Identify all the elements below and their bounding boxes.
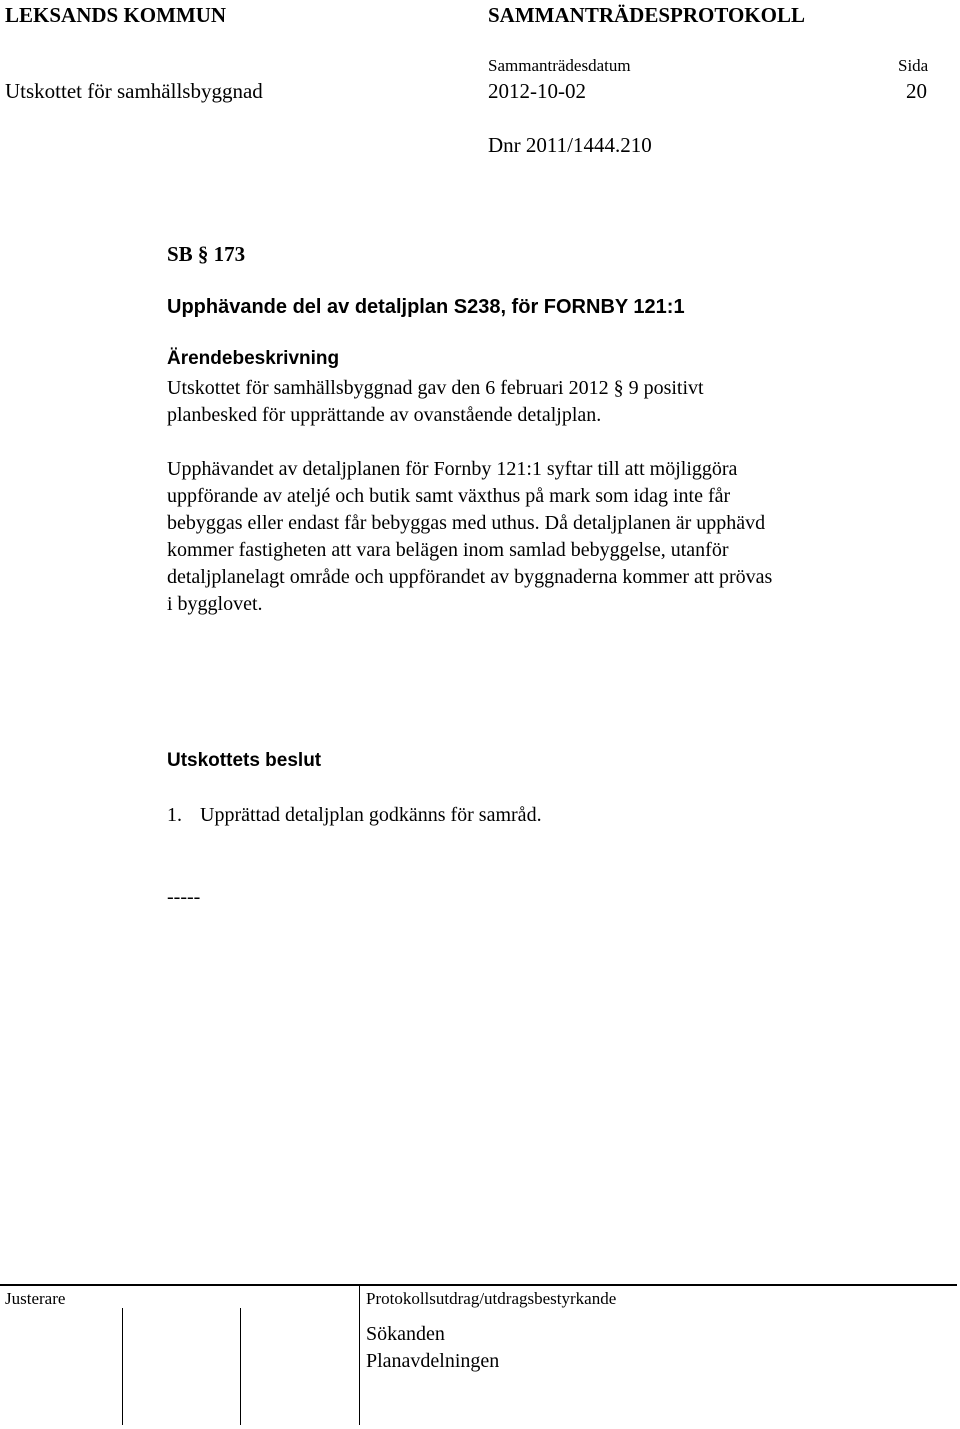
description-line: planbesked för upprättande av ovanstående detaljplan. [167,404,602,426]
page-label: Sida [898,56,929,75]
decision-text: Upprättad detaljplan godkänns för samråd. [200,804,542,826]
paragraph-line: Upphävandet av detaljplanen för Fornby 121:1 syftar till att möjliggöra [167,458,738,480]
decision-heading: Utskottets beslut [167,750,322,771]
recipient: Planavdelningen [366,1350,500,1372]
footer-divider [122,1308,123,1425]
dnr: Dnr 2011/1444.210 [488,133,652,157]
footer-divider [240,1308,241,1425]
document-type: SAMMANTRÄDESPROTOKOLL [488,3,805,27]
separator: ----- [167,886,201,908]
decision-item [167,802,542,829]
paragraph-line: detaljplanelagt område och uppförandet av byggnaderna kommer att prövas [167,566,773,588]
footer-top-rule [0,1284,957,1286]
page-number: 20 [906,79,927,103]
footer-divider [359,1284,360,1425]
section-number: SB § 173 [167,242,246,266]
section-title: Upphävande del av detaljplan S238, för FORNBY 121:1 [167,296,685,318]
justerare-label: Justerare [5,1289,66,1308]
description-text [167,375,704,429]
paragraph-text [167,456,772,618]
decision-number: 1. [167,804,182,826]
extract-label: Protokollsutdrag/utdragsbestyrkande [366,1289,617,1308]
recipient: Sökanden [366,1323,445,1345]
description-line: Utskottet för samhällsbyggnad gav den 6 februari 2012 § 9 positivt [167,377,704,399]
paragraph-line: kommer fastigheten att vara belägen inom samlad bebyggelse, utanför [167,539,729,561]
recipient-list [366,1321,499,1375]
organization-name: LEKSANDS KOMMUN [5,3,227,27]
paragraph-line: uppförande av ateljé och butik samt växthus på mark som idag inte får [167,485,731,507]
paragraph-line: bebyggas eller endast får bebyggas med uthus. Då detaljplanen är upphävd [167,512,766,534]
meeting-date: 2012-10-02 [488,79,586,103]
committee-name: Utskottet för samhällsbyggnad [5,79,263,103]
description-heading: Ärendebeskrivning [167,348,340,369]
paragraph-line: i bygglovet. [167,593,263,615]
date-label: Sammanträdesdatum [488,56,631,75]
